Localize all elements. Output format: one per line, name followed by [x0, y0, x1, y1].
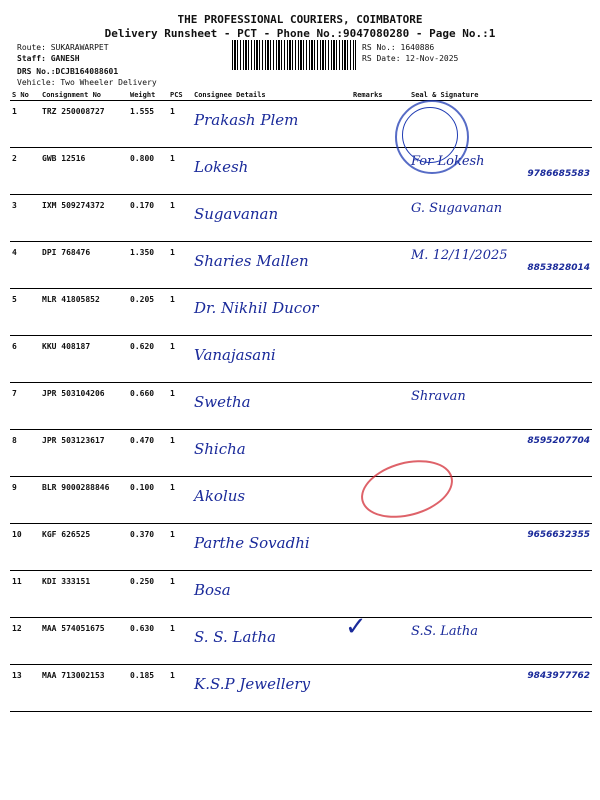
cell-consignee	[192, 148, 351, 195]
consignee-handwriting: Swetha	[194, 393, 251, 411]
cell-weight: 1.350	[128, 242, 168, 289]
cell-sno: 3	[10, 195, 40, 242]
table-row	[10, 242, 592, 289]
cell-remarks	[351, 242, 409, 289]
consignee-handwriting: Shicha	[194, 440, 246, 458]
rs-no-label: RS No.: 1640886	[362, 43, 435, 52]
cell-consignee	[192, 618, 351, 665]
signature-text: S.S. Latha	[411, 624, 479, 639]
col-weight: Weight	[128, 89, 168, 101]
cell-pcs: 1	[168, 477, 192, 524]
consignee-handwriting: Lokesh	[194, 158, 249, 176]
cell-pcs: 1	[168, 242, 192, 289]
cell-consignment: GWB 12516	[40, 148, 128, 195]
table-row	[10, 477, 592, 524]
cell-consignee	[192, 101, 351, 148]
cell-signature	[409, 336, 592, 383]
cell-signature	[409, 289, 592, 336]
cell-sno: 6	[10, 336, 40, 383]
cell-consignee	[192, 242, 351, 289]
cell-pcs: 1	[168, 383, 192, 430]
consignee-handwriting: Dr. Nikhil Ducor	[194, 299, 319, 317]
consignee-handwriting: Sharies Mallen	[194, 252, 309, 270]
col-consignment: Consignment No	[40, 89, 128, 101]
barcode	[232, 40, 356, 70]
consignee-handwriting: Prakash Plem	[194, 111, 299, 129]
cell-consignee	[192, 430, 351, 477]
cell-pcs: 1	[168, 618, 192, 665]
cell-consignment: MAA 574051675	[40, 618, 128, 665]
cell-sno: 4	[10, 242, 40, 289]
cell-sno: 1	[10, 101, 40, 148]
cell-consignee	[192, 289, 351, 336]
cell-weight: 0.205	[128, 289, 168, 336]
cell-pcs: 1	[168, 665, 192, 712]
table-row	[10, 195, 592, 242]
cell-consignee	[192, 524, 351, 571]
cell-remarks	[351, 571, 409, 618]
cell-consignee	[192, 477, 351, 524]
cell-remarks	[351, 195, 409, 242]
table-row	[10, 524, 592, 571]
cell-pcs: 1	[168, 336, 192, 383]
cell-weight: 0.370	[128, 524, 168, 571]
cell-weight: 0.100	[128, 477, 168, 524]
col-seal: Seal & Signature	[409, 89, 592, 101]
cell-weight: 0.660	[128, 383, 168, 430]
cell-sno: 8	[10, 430, 40, 477]
phone-number: 9843977762	[527, 671, 590, 681]
cell-pcs: 1	[168, 571, 192, 618]
runsheet-table	[10, 89, 592, 712]
cell-consignee	[192, 383, 351, 430]
cell-signature	[409, 383, 592, 430]
table-row	[10, 430, 592, 477]
cell-consignment: KGF 626525	[40, 524, 128, 571]
cell-consignment: MAA 713002153	[40, 665, 128, 712]
cell-sno: 12	[10, 618, 40, 665]
signature-text: Shravan	[411, 389, 466, 404]
consignee-handwriting: S. S. Latha	[194, 628, 277, 646]
cell-consignment: IXM 509274372	[40, 195, 128, 242]
phone-number: 9786685583	[527, 169, 590, 179]
vehicle-label: Vehicle: Two Wheeler Delivery	[17, 78, 157, 87]
cell-sno: 13	[10, 665, 40, 712]
consignee-handwriting: K.S.P Jewellery	[194, 675, 311, 693]
cell-remarks	[351, 665, 409, 712]
drs-label: DRS No.:DCJB164088601	[17, 67, 119, 76]
table-row	[10, 289, 592, 336]
cell-pcs: 1	[168, 101, 192, 148]
table-row	[10, 618, 592, 665]
cell-weight: 0.185	[128, 665, 168, 712]
table-row	[10, 148, 592, 195]
cell-consignee	[192, 336, 351, 383]
staff-label: Staff: GANESH	[17, 54, 80, 63]
cell-sno: 2	[10, 148, 40, 195]
cell-weight: 0.620	[128, 336, 168, 383]
cell-remarks	[351, 383, 409, 430]
col-remarks: Remarks	[351, 89, 409, 101]
document-subtitle: Delivery Runsheet - PCT - Phone No.:9047080280 - Page No.:1	[104, 27, 496, 40]
cell-sno: 10	[10, 524, 40, 571]
cell-weight: 0.470	[128, 430, 168, 477]
cell-signature	[409, 665, 592, 712]
cell-remarks	[351, 289, 409, 336]
cell-weight: 0.800	[128, 148, 168, 195]
signature-text: For Lokesh	[411, 154, 485, 169]
cell-pcs: 1	[168, 524, 192, 571]
check-mark-icon: ✓	[345, 612, 367, 642]
cell-pcs: 1	[168, 430, 192, 477]
cell-pcs: 1	[168, 195, 192, 242]
consignee-handwriting: Sugavanan	[194, 205, 279, 223]
table-row	[10, 101, 592, 148]
cell-consignment: DPI 768476	[40, 242, 128, 289]
consignee-handwriting: Parthe Sovadhi	[194, 534, 310, 552]
table-header-row	[10, 89, 592, 101]
cell-consignment: MLR 41805852	[40, 289, 128, 336]
cell-consignment: JPR 503123617	[40, 430, 128, 477]
consignee-handwriting: Bosa	[194, 581, 231, 599]
cell-consignment: JPR 503104206	[40, 383, 128, 430]
cell-consignment: BLR 9000288846	[40, 477, 128, 524]
cell-consignment: TRZ 250008727	[40, 101, 128, 148]
consignee-handwriting: Akolus	[194, 487, 246, 505]
col-consignee: Consignee Details	[192, 89, 351, 101]
table-row	[10, 571, 592, 618]
cell-sno: 9	[10, 477, 40, 524]
cell-signature	[409, 524, 592, 571]
cell-consignee	[192, 195, 351, 242]
cell-weight: 0.250	[128, 571, 168, 618]
cell-weight: 0.630	[128, 618, 168, 665]
consignee-handwriting: Vanajasani	[194, 346, 276, 364]
cell-sno: 5	[10, 289, 40, 336]
cell-pcs: 1	[168, 289, 192, 336]
cell-signature	[409, 618, 592, 665]
cell-signature	[409, 242, 592, 289]
seal-stamp-inner	[402, 107, 458, 163]
cell-remarks	[351, 336, 409, 383]
cell-sno: 11	[10, 571, 40, 618]
route-label: Route: SUKARAWARPET	[17, 43, 109, 52]
rs-date-label: RS Date: 12-Nov-2025	[362, 54, 459, 63]
phone-number: 8853828014	[527, 263, 590, 273]
table-row	[10, 665, 592, 712]
cell-consignment: KKU 408187	[40, 336, 128, 383]
document-title: THE PROFESSIONAL COURIERS, COIMBATORE	[177, 13, 423, 26]
table-row	[10, 336, 592, 383]
col-sno: S No	[10, 89, 40, 101]
signature-text: M. 12/11/2025	[411, 248, 508, 263]
cell-signature	[409, 195, 592, 242]
cell-pcs: 1	[168, 148, 192, 195]
table-row	[10, 383, 592, 430]
cell-consignee	[192, 571, 351, 618]
cell-consignee	[192, 665, 351, 712]
cell-signature	[409, 571, 592, 618]
cell-remarks	[351, 524, 409, 571]
cell-weight: 1.555	[128, 101, 168, 148]
cell-consignment: KDI 333151	[40, 571, 128, 618]
phone-number: 8595207704	[527, 436, 590, 446]
phone-number: 9656632355	[527, 530, 590, 540]
cell-weight: 0.170	[128, 195, 168, 242]
col-pcs: PCS	[168, 89, 192, 101]
cell-sno: 7	[10, 383, 40, 430]
signature-text: G. Sugavanan	[411, 201, 503, 216]
